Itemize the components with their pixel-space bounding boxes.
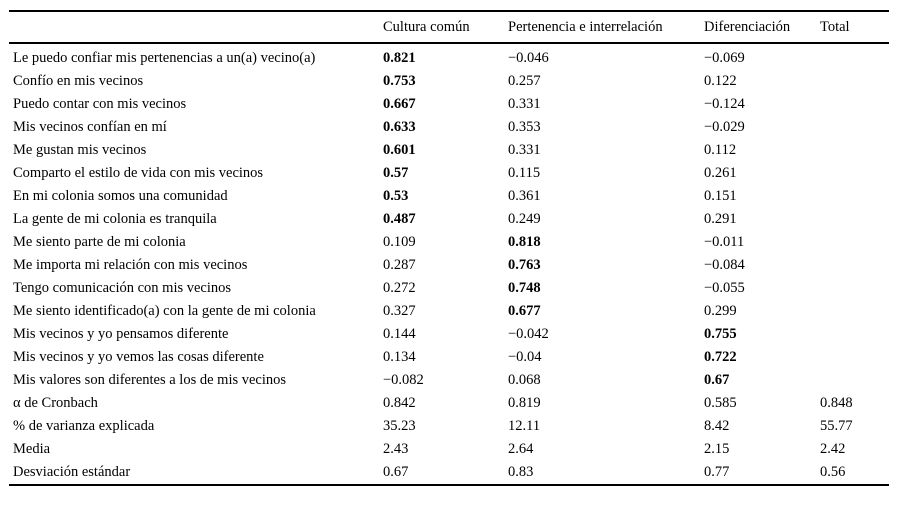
cell-value: −0.042 [508, 326, 549, 342]
row-label: Mis vecinos y yo vemos las cosas diferente [13, 349, 264, 365]
cell-value: 0.77 [704, 464, 730, 480]
column-header-cultura-comun: Cultura común [379, 11, 504, 43]
cell-value: 0.755 [704, 326, 737, 342]
row-label: La gente de mi colonia es tranquila [13, 211, 217, 227]
cell-value: 8.42 [704, 418, 730, 434]
cell-value: −0.029 [704, 119, 745, 135]
row-label: Me gustan mis vecinos [13, 142, 147, 158]
cell-value [816, 116, 889, 139]
row-label: Media [13, 441, 51, 457]
cell-value: 0.151 [704, 188, 737, 204]
table-row [9, 254, 889, 277]
cell-value: 2.43 [383, 441, 409, 457]
cell-value [816, 323, 889, 346]
cell-value [816, 231, 889, 254]
cell-value: 0.068 [508, 372, 541, 388]
row-label: Mis valores son diferentes a los de mis vecinos [13, 372, 287, 388]
cell-value: 0.272 [383, 280, 416, 296]
cell-value: 0.83 [508, 464, 534, 480]
cell-value: 0.331 [508, 96, 541, 112]
row-label: Mis vecinos confían en mí [13, 119, 167, 135]
column-header-item [9, 11, 379, 43]
row-label: Me siento identificado(a) con la gente de mi colonia [13, 303, 316, 319]
cell-value: 55.77 [820, 418, 853, 434]
row-label: Puedo contar con mis vecinos [13, 96, 187, 112]
cell-value: −0.082 [383, 372, 424, 388]
cell-value: 0.487 [383, 211, 416, 227]
cell-value: 0.299 [704, 303, 737, 319]
table-row [9, 369, 889, 392]
cell-value: 0.361 [508, 188, 541, 204]
cell-value: 0.327 [383, 303, 416, 319]
row-label: Le puedo confiar mis pertenencias a un(a) vecino(a) [13, 50, 316, 66]
cell-value: 35.23 [383, 418, 416, 434]
cell-value: 0.67 [383, 464, 409, 480]
cell-value: 0.722 [704, 349, 737, 365]
row-label: En mi colonia somos una comunidad [13, 188, 228, 204]
table-row [9, 116, 889, 139]
row-label: Mis vecinos y yo pensamos diferente [13, 326, 229, 342]
cell-value [816, 70, 889, 93]
table-row [9, 392, 889, 415]
column-header-pertenencia: Pertenencia e interrelación [504, 11, 700, 43]
cell-value: −0.124 [704, 96, 745, 112]
cell-value: 0.819 [508, 395, 541, 411]
cell-value: 0.56 [820, 464, 846, 480]
cell-value: −0.084 [704, 257, 745, 273]
cell-value [816, 369, 889, 392]
table-row [9, 139, 889, 162]
cell-value: 0.748 [508, 280, 541, 296]
cell-value: 0.67 [704, 372, 730, 388]
cell-value: 0.667 [383, 96, 416, 112]
cell-value: −0.069 [704, 50, 745, 66]
table-row [9, 277, 889, 300]
cell-value [816, 300, 889, 323]
cell-value: −0.04 [508, 349, 542, 365]
table-row [9, 208, 889, 231]
cell-value: 2.64 [508, 441, 534, 457]
row-label: α de Cronbach [13, 395, 98, 411]
cell-value: −0.046 [508, 50, 549, 66]
cell-value: 0.109 [383, 234, 416, 250]
cell-value: 0.331 [508, 142, 541, 158]
cell-value: 0.287 [383, 257, 416, 273]
row-label: Me siento parte de mi colonia [13, 234, 186, 250]
table-row [9, 93, 889, 116]
table-row [9, 231, 889, 254]
table-row [9, 300, 889, 323]
cell-value [816, 254, 889, 277]
table-row [9, 461, 889, 485]
cell-value [816, 346, 889, 369]
cell-value [816, 185, 889, 208]
cell-value [816, 139, 889, 162]
cell-value: 12.11 [508, 418, 541, 434]
table-row [9, 323, 889, 346]
cell-value: 0.257 [508, 73, 541, 89]
row-label: Comparto el estilo de vida con mis vecinos [13, 165, 264, 181]
table-row [9, 438, 889, 461]
factor-loadings-table [9, 10, 889, 486]
cell-value: −0.055 [704, 280, 745, 296]
row-label: Confío en mis vecinos [13, 73, 144, 89]
header-row [9, 11, 889, 43]
cell-value [816, 162, 889, 185]
table-row [9, 346, 889, 369]
cell-value: 0.842 [383, 395, 416, 411]
cell-value: 0.677 [508, 303, 541, 319]
row-label: Tengo comunicación con mis vecinos [13, 280, 232, 296]
column-header-diferenciacion: Diferenciación [700, 11, 816, 43]
row-label: Me importa mi relación con mis vecinos [13, 257, 248, 273]
cell-value: 0.818 [508, 234, 541, 250]
cell-value [816, 93, 889, 116]
cell-value: 0.112 [704, 142, 737, 158]
cell-value: 0.144 [383, 326, 416, 342]
cell-value: 0.763 [508, 257, 541, 273]
row-label: % de varianza explicada [13, 418, 155, 434]
cell-value: 2.42 [820, 441, 846, 457]
cell-value: 0.53 [383, 188, 409, 204]
table-row [9, 43, 889, 70]
table-row [9, 185, 889, 208]
table-row [9, 162, 889, 185]
cell-value: 0.291 [704, 211, 737, 227]
cell-value: 0.134 [383, 349, 416, 365]
cell-value: 0.115 [508, 165, 541, 181]
cell-value: 0.353 [508, 119, 541, 135]
cell-value: −0.011 [704, 234, 745, 250]
cell-value: 0.848 [820, 395, 853, 411]
cell-value: 0.249 [508, 211, 541, 227]
cell-value [816, 277, 889, 300]
row-label: Desviación estándar [13, 464, 131, 480]
cell-value: 0.261 [704, 165, 737, 181]
cell-value: 0.601 [383, 142, 416, 158]
table-row [9, 70, 889, 93]
cell-value: 0.633 [383, 119, 416, 135]
cell-value: 0.821 [383, 50, 416, 66]
cell-value [816, 43, 889, 70]
table-row [9, 415, 889, 438]
cell-value [816, 208, 889, 231]
cell-value: 0.122 [704, 73, 737, 89]
cell-value: 0.753 [383, 73, 416, 89]
column-header-total: Total [816, 11, 889, 43]
cell-value: 0.585 [704, 395, 737, 411]
cell-value: 2.15 [704, 441, 730, 457]
cell-value: 0.57 [383, 165, 409, 181]
